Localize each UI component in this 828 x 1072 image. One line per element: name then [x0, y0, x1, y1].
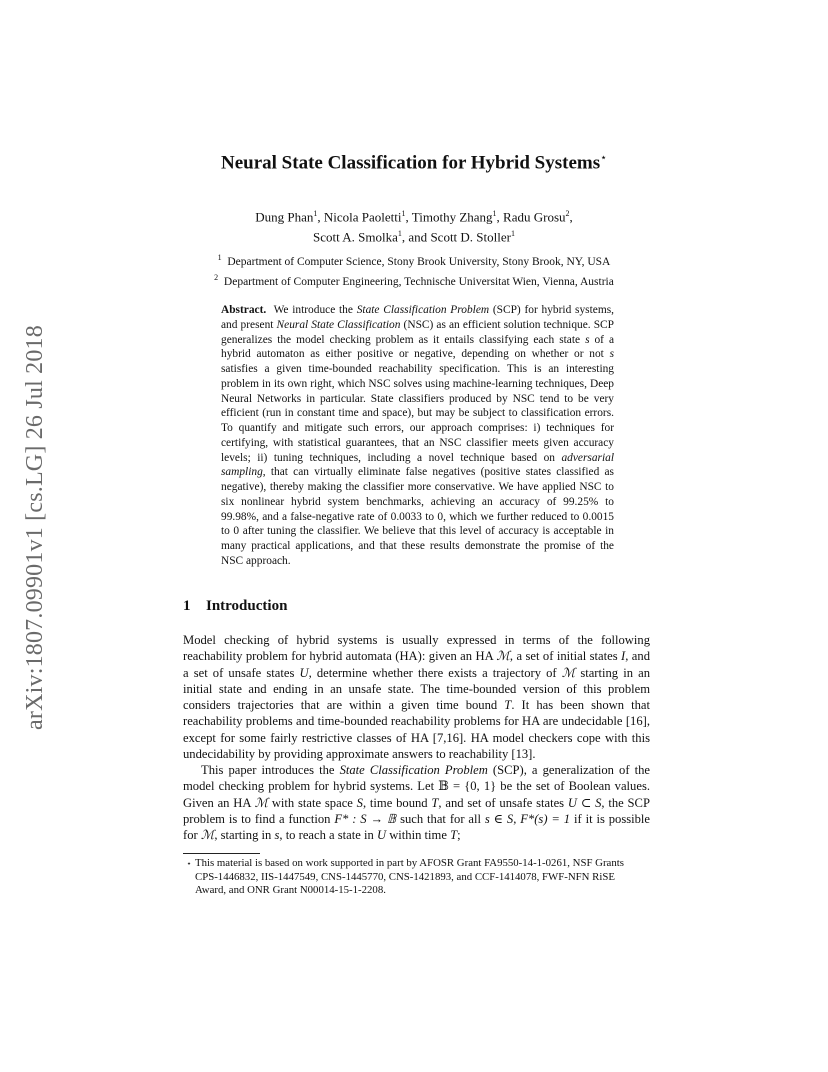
author-separator: ,: [496, 209, 504, 225]
body-text-run: such that for all: [396, 811, 485, 826]
math-symbol: U: [299, 665, 309, 680]
affiliation-1: [0, 250, 828, 270]
math-symbol: ℳ: [561, 665, 576, 680]
author-name: Radu Grosu: [503, 209, 566, 225]
body-text-run: (SCP), a generalization of the model checking problem for hybrid systems. Let 𝔹 = {0, 1} be the set of Boolean values. Given an HA: [183, 763, 650, 810]
body-text-run: This paper introduces the: [201, 763, 340, 777]
body-text-run: ,: [513, 811, 521, 826]
body-emphasis: State Classification Problem: [339, 763, 488, 777]
author-line-1: [0, 205, 828, 225]
affiliation-text: Department of Computer Science, Stony Brook University, Stony Brook, NY, USA: [227, 255, 611, 268]
affiliation-text: Department of Computer Engineering, Technische Universitat Wien, Vienna, Austria: [223, 275, 614, 288]
affiliation-2: [0, 270, 828, 290]
author-affiliation-mark: 1: [401, 209, 406, 218]
author-affiliation-mark: 1: [492, 209, 497, 218]
title-footnote-mark: ⋆: [600, 152, 607, 164]
math-symbol: I: [621, 649, 626, 664]
body-text-run: , time bound: [362, 795, 432, 810]
author-separator: , and: [401, 229, 431, 245]
body-text-run: if it is possible for: [183, 811, 651, 842]
abstract-text: (NSC) as an efficient solution technique. SCP generalizes the model checking problem as it entails classifying each state: [221, 318, 614, 346]
paragraph-2: [183, 762, 650, 843]
section-number: 1: [183, 598, 191, 614]
paragraph-1: [183, 632, 650, 762]
body-text-run: with state space: [268, 795, 357, 810]
body-text-run: , and set of unsafe states: [438, 795, 568, 810]
author-separator: ,: [317, 209, 324, 225]
footnote-rule: [183, 853, 260, 854]
author-name: Scott A. Smolka: [313, 229, 398, 245]
author-affiliation-mark: 1: [510, 229, 515, 239]
abstract-text: of a hybrid automaton as either positive or negative, depending on whether or not: [221, 333, 614, 361]
footnote-text: This material is based on work supported in part by AFOSR Grant FA9550-14-1-0261, NSF Grants CPS-1446832, IIS-1447549, CNS-1445770, CNS-1421893, and CCF-1414078, FWF-NFN RiSE Award, and ONR Grant N00014-15-1-2208.: [195, 857, 624, 897]
author-name: Timothy Zhang: [411, 209, 493, 225]
body-text: [183, 632, 650, 843]
math-symbol: ℳ: [496, 649, 510, 664]
math-expression: F*(s) = 1: [520, 811, 571, 826]
body-text-run: , starting in: [214, 828, 275, 842]
math-symbol: T: [431, 795, 439, 810]
author-name: Dung Phan: [255, 209, 314, 225]
abstract-emphasis: State Classification Problem: [356, 304, 490, 316]
math-symbol: T: [450, 828, 458, 842]
body-text-run: starting in an initial state and ending in an unsafe state. The time-bounded version of this problem considers trajectories that are within a given time bound: [183, 665, 650, 712]
affiliations: [0, 250, 828, 290]
section-title: Introduction: [206, 598, 288, 614]
footnote-mark: ⋆: [186, 859, 192, 868]
body-text-run: , the SCP problem is to find a function: [183, 795, 650, 826]
title-text: Neural State Classification for Hybrid Systems: [221, 152, 601, 174]
affiliation-number: 1: [217, 253, 222, 262]
author-name: Nicola Paoletti: [323, 209, 402, 225]
author-separator: ,: [405, 209, 412, 225]
arxiv-identifier: arXiv:1807.09901v1 [cs.LG] 26 Jul 2018: [21, 324, 48, 730]
section-heading: [183, 598, 287, 615]
body-text-run: , determine whether there exists a trajectory of: [308, 665, 562, 680]
author-affiliation-mark: 2: [565, 209, 570, 218]
affiliation-number: 2: [214, 272, 219, 282]
math-symbol: U: [376, 828, 387, 842]
math-expression: F* : S → 𝔹: [334, 811, 397, 826]
author-affiliation-mark: 1: [397, 229, 402, 239]
body-text-run: , and a set of unsafe states: [183, 649, 650, 680]
body-text-run: . It has been shown that reachability problems and time-bounded reachability problems for HA are undecidable [16], except for some fairly restrictive classes of HA [7,16]. HA model checkers cope with this undecidability by providing approximate answers to reachability [13].: [183, 698, 650, 761]
author-line-2: [0, 225, 828, 245]
author-name: Scott D. Stoller: [430, 229, 511, 245]
math-expression: s ∈ S: [484, 811, 514, 826]
math-symbol: S: [356, 795, 363, 810]
math-symbol: ℳ: [254, 795, 269, 810]
math-symbol: s: [274, 828, 280, 842]
math-symbol: s: [585, 333, 590, 346]
math-symbol: s: [609, 348, 614, 361]
abstract-emphasis: adversarial sampling: [221, 451, 614, 479]
abstract-emphasis: Neural State Classification: [276, 318, 401, 331]
abstract-label: Abstract.: [221, 304, 267, 316]
math-symbol: ℳ: [200, 828, 215, 842]
abstract: [221, 303, 614, 569]
body-text-run: ;: [457, 828, 461, 842]
author-separator: ,: [569, 209, 573, 225]
arxiv-sidebar: [20, 297, 50, 757]
paper-title: [0, 151, 828, 174]
math-expression: U ⊂ S: [567, 795, 602, 810]
abstract-text: (SCP) for hybrid systems, and present: [221, 304, 614, 331]
body-text-run: , to reach a state in: [279, 828, 377, 842]
author-affiliation-mark: 1: [313, 209, 318, 218]
body-text-run: Model checking of hybrid systems is usually expressed in terms of the following reachability problem for hybrid automata (HA): given an HA: [183, 633, 650, 664]
footnote: [183, 857, 650, 898]
body-text-run: within time: [386, 828, 451, 842]
abstract-text: satisfies a given time-bounded reachability specification. This is an interesting problem in its own right, which NSC solves using machine-learning techniques, Deep Neural Networks in particular. State classifiers produced by NSC tend to be very efficient (run in constant time and space), but may be subject to classification errors. To quantify and mitigate such errors, our approach comprises: i) techniques for certifying, with statistical guarantees, that an NSC classifier meets given accuracy levels; ii) tuning techniques, including a novel technique based on: [221, 363, 614, 464]
body-text-run: , a set of initial states: [509, 649, 622, 664]
abstract-text: , that can virtually eliminate false negatives (positive states classified as negative), thereby making the classifier more conservative. We have applied NSC to six nonlinear hybrid system benchmarks, achieving an accuracy of 99.25% to 99.98%, and a false-negative rate of 0.0033 to 0, which we further reduced to 0.0015 to 0 after tuning the classifier. We believe that this level of accuracy is acceptable in many practical applications, and that these results demonstrate the promise of the NSC approach.: [221, 466, 614, 567]
math-symbol: T: [504, 698, 512, 712]
abstract-text: We introduce the: [273, 304, 357, 316]
author-list: [0, 205, 828, 246]
